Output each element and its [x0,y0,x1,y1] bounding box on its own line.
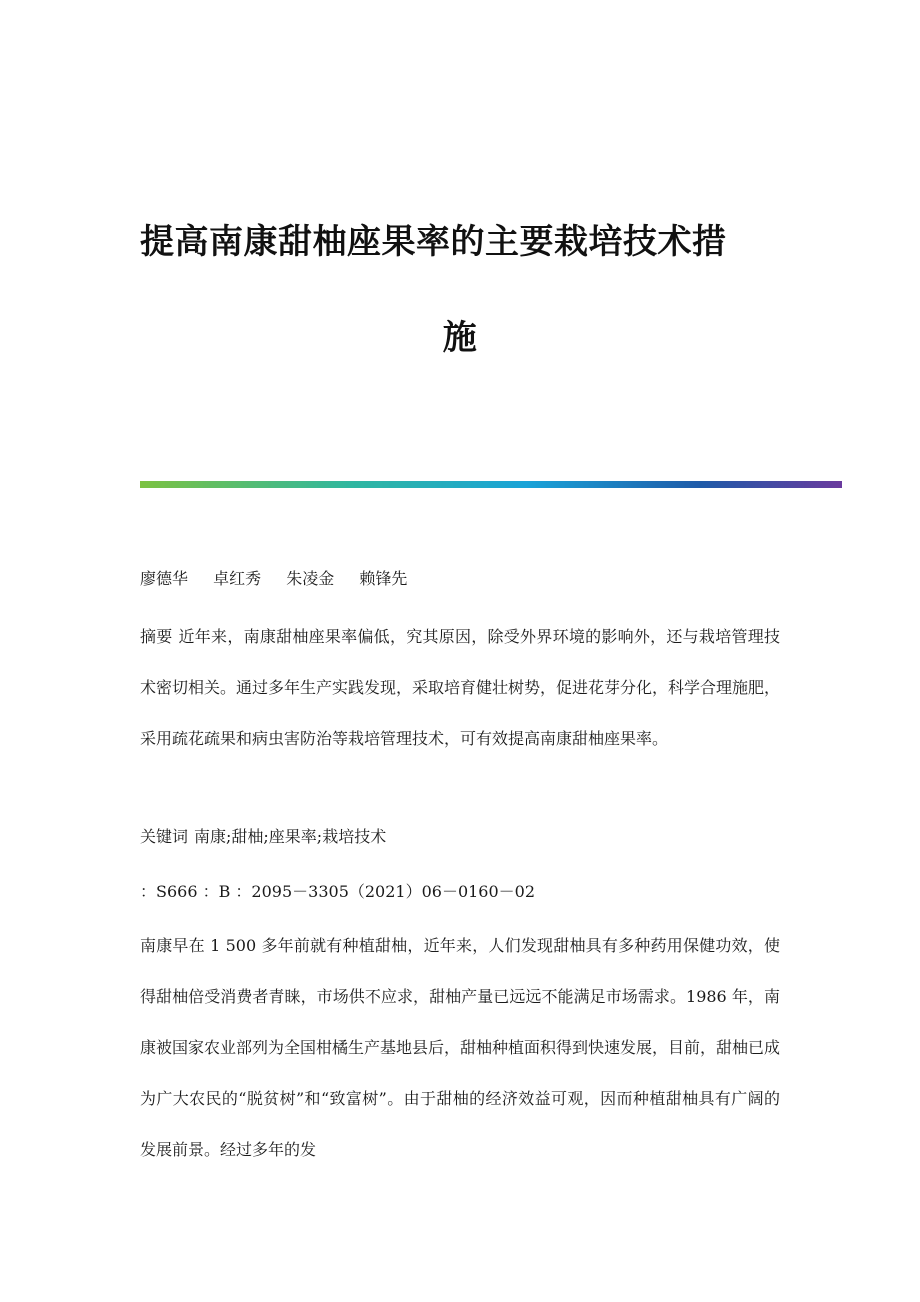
abstract-paragraph [140,611,780,764]
author-name: 卓红秀 [213,569,262,588]
page-title-line-1: 提高南康甜柚座果率的主要栽培技术措 [140,222,727,262]
author-name: 廖德华 [140,569,189,588]
keywords-text: 南康;甜柚;座果率;栽培技术 [194,827,387,846]
classification-line: ：S666 ：B ：2095－3305（2021）06－0160－02 [140,882,536,901]
author-name: 赖锋先 [359,569,408,588]
page-title-line-2: 施 [442,318,478,358]
author-name: 朱凌金 [286,569,335,588]
abstract-text: 近年来，南康甜柚座果率偏低，究其原因，除受外界环境的影响外，还与栽培管理技术密切相关。通过多年生产实践发现，采取培育健壮树势，促进花芽分化，科学合理施肥，采用疏花疏果和病虫害防治等栽培管理技术，可有效提高南康甜柚座果率。 [140,627,781,748]
abstract-label: 摘要 [140,627,173,646]
keywords-paragraph [140,811,780,862]
gradient-divider [140,481,842,488]
body-paragraph: 南康早在 1 500 多年前就有种植甜柚，近年来，人们发现甜柚具有多种药用保健功效，使得甜柚倍受消费者青睐，市场供不应求，甜柚产量已远远不能满足市场需求。1986 年，南康被国家农业部列为全国柑橘生产基地县后，甜柚种植面积得到快速发展，目前，甜柚已成为广大农民的“脱贫树”和“致富树”。由于甜柚的经济效益可观，因而种植甜柚具有广阔的发展前景。经过多年的发 [140,936,781,1159]
keywords-label: 关键词 [140,827,189,846]
author-list [140,566,427,589]
